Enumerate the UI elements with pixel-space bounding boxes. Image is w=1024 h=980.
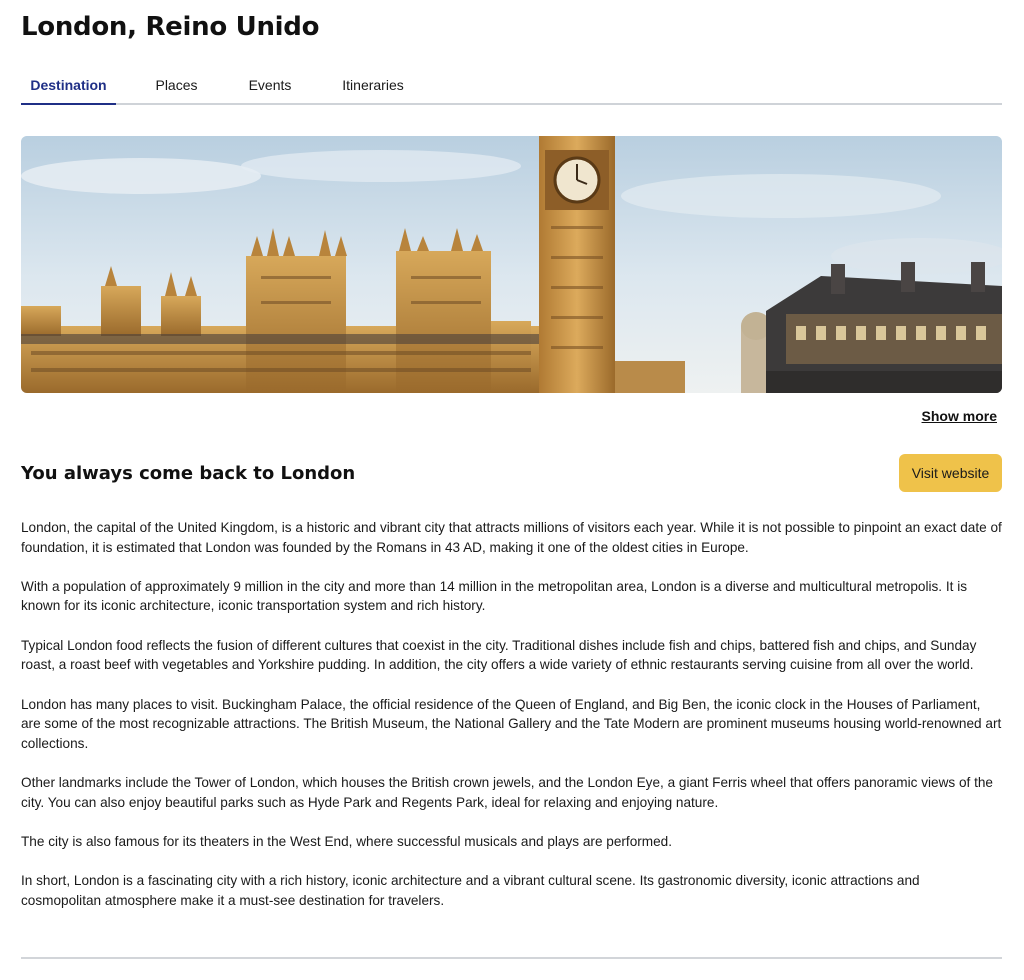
tab-itineraries[interactable]: Itineraries [342, 77, 404, 93]
paragraph: London, the capital of the United Kingdom, is a historic and vibrant city that attracts millions of visitors each year. While it is not possible to pinpoint an exact date of foundation, it is estimated that London was founded by the Romans in 43 AD, making it one of the oldest cities in Europe. [21, 520, 1002, 555]
london-skyline-photo [21, 136, 1002, 393]
section-heading: You always come back to London [21, 463, 356, 484]
paragraph: With a population of approximately 9 million in the city and more than 14 million in the metropolitan area, London is a diverse and multicultural metropolis. It is known for its iconic architecture, iconic transportation system and rich history. [21, 578, 968, 614]
show-more-link[interactable]: Show more [921, 408, 997, 424]
description-text [21, 518, 1002, 930]
visit-website-button[interactable]: Visit website [899, 454, 1002, 492]
paragraph: The city is also famous for its theaters in the West End, where successful musicals and plays are performed. [21, 833, 673, 849]
hero-image [21, 136, 1002, 393]
paragraph: Typical London food reflects the fusion of different cultures that coexist in the city. Traditional dishes include fish and chips, battered fish and chips, and Sunday roast, a roast beef with vegetables and Yorkshire pudding. In addition, the city offers a wide variety of ethnic restaurants serving cuisine from all over the world. [21, 637, 977, 673]
page-title: London, Reino Unido [21, 12, 320, 42]
tab-events[interactable]: Events [248, 77, 292, 93]
tab-places[interactable]: Places [155, 77, 198, 93]
paragraph: London has many places to visit. Buckingham Palace, the official residence of the Queen of England, and Big Ben, the iconic clock in the Houses of Parliament, are some of the most recognizable attractions. The British Museum, the National Gallery and the Tate Modern are prominent museums housing world-renowned art collections. [21, 696, 1002, 751]
paragraph: Other landmarks include the Tower of London, which houses the British crown jewels, and the London Eye, a giant Ferris wheel that offers panoramic views of the city. You can also enjoy beautiful parks such as Hyde Park and Regents Park, ideal for relaxing and enjoying nature. [21, 775, 993, 810]
bottom-divider [21, 957, 1002, 959]
tab-destination[interactable]: Destination [21, 70, 116, 105]
paragraph: In short, London is a fascinating city with a rich history, iconic architecture and a vibrant cultural scene. Its gastronomic diversity, iconic attractions and cosmopolitan atmosphere make it a must-see destination for travelers. [21, 873, 920, 908]
tab-bar [21, 70, 1002, 105]
